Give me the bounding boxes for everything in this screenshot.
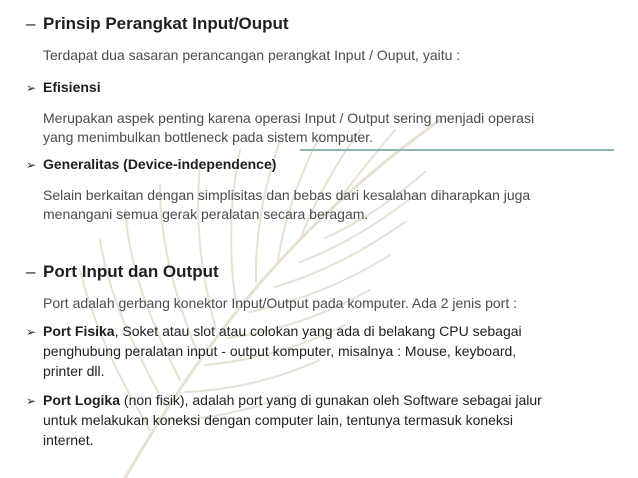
arrow-bullet-icon: ➢	[26, 158, 37, 172]
arrow-bullet-icon: ➢	[26, 394, 37, 408]
section2-bullet1-line3: printer dll.	[43, 363, 105, 379]
section1-intro: Terdapat dua sasaran perancangan perangkat Input / Ouput, yaitu :	[43, 47, 461, 63]
section1-title: Prinsip Perangkat Input/Ouput	[43, 14, 289, 33]
section2-bullet1-title: Port Fisika	[43, 323, 115, 339]
section1-bullet2-text-line1: Selain berkaitan dengan simplisitas dan bebas dari kesalahan diharapkan juga	[43, 187, 531, 203]
section2-bullet1-text: , Soket atau slot atau colokan yang ada di belakang CPU sebagai	[114, 323, 522, 339]
arrow-bullet-icon: ➢	[26, 81, 37, 95]
section1-bullet1-text-line2: yang menimbulkan bottleneck pada sistem komputer.	[43, 129, 373, 145]
arrow-bullet-icon: ➢	[26, 325, 37, 339]
section2-bullet2-line1	[26, 392, 542, 408]
section2-bullet2-line3: internet.	[43, 432, 94, 448]
section1-bullet1-text-line1: Merupakan aspek penting karena operasi Input / Output sering menjadi operasi	[43, 110, 535, 126]
section2-title: Port Input dan Output	[43, 262, 219, 281]
section1-bullet1	[26, 79, 101, 95]
section2-bullet2-title: Port Logika	[43, 392, 121, 408]
section2-heading	[26, 262, 219, 282]
section1-bullet2-text-line2: menangani semua gerak peralatan secara beragam.	[43, 206, 369, 222]
section1-bullet2	[26, 156, 276, 172]
section1-bullet1-title: Efisiensi	[43, 79, 101, 95]
section1-heading	[26, 14, 289, 34]
section2-intro: Port adalah gerbang konektor Input/Output pada komputer. Ada 2 jenis port :	[43, 295, 517, 311]
section2-bullet1-line1	[26, 323, 522, 339]
dash-bullet: –	[26, 262, 36, 281]
accent-divider	[300, 149, 614, 151]
section2-bullet2-text: (non fisik), adalah port yang di gunakan oleh Software sebagai jalur	[120, 392, 542, 408]
dash-bullet: –	[26, 14, 36, 33]
section2-bullet1-line2: penghubung peralatan input - output komputer, misalnya : Mouse, keyboard,	[43, 343, 517, 359]
section2-bullet2-line2: untuk melakukan koneksi dengan computer lain, tentunya termasuk koneksi	[43, 412, 514, 428]
section1-bullet2-title: Generalitas (Device-independence)	[43, 156, 277, 172]
